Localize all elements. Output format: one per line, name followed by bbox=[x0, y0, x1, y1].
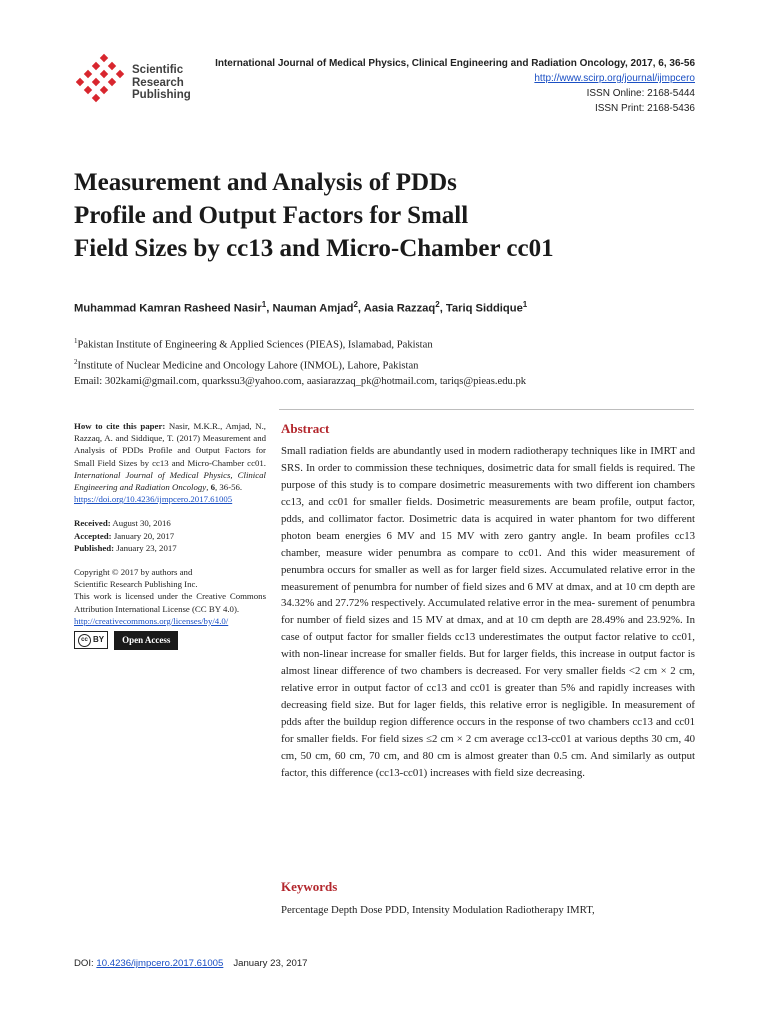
author-name: Aasia Razzaq bbox=[363, 302, 436, 315]
logo-diamond bbox=[92, 78, 100, 86]
logo-diamond bbox=[84, 86, 92, 94]
logo-diamond bbox=[92, 94, 100, 102]
abstract-text: Small radiation fields are abundantly used in modern radiotherapy techniques like in IMRT and SRS. In order to commission these techniques, dosimetric data for small fields is required. The purpose of this study is to compare dosimetric measurements with two different ion chambers cc13, and cc01 for smaller fields. Dosimetric measurements are beam profile, output factor, pdds, and collimator factor. Dosimetric data is acquired in water phantom for two different photon beam energies 6 MV and 15 MV with zero gantry angle. In beam profiles cc13 chamber, measure wider penumbra as compare to cc01. And this wider measurement of penumbra occurs for smaller as well as for larger field sizes. Accumulated relative error in the measurement of penumbra for number of field sizes and 6 MV at dmax, and at 10 cm depth are 34.32% and 27.72% respectively. Accumulated relative error in the mea- surement of penumbra for number of field sizes and 15 MV at dmax, and at 10 cm depth are 28.49% and 23.92%. In case of output factor for smaller fields cc13 underestimates the output factor relative to cc01, with non-linear increase for smaller fields. But for larger fields, this increase in output factor is almost linear difference of two chambers is decreased. For very smaller fields <2 cm × 2 cm, relative error in output factor of cc13 and cc01 is greater than 5% and rapidly increases with decreasing field size. But for lager fields, this relative error is negligible. In measurement of pdds after the buildup region difference occurs in the response of two chambers cc13 and cc01 for smaller fields. For field sizes ≤2 cm × 2 cm average cc13-cc01 at various depths 30 cm, 40 cm, 50 cm, 60 cm, 70 cm, and 80 cm is almost greater than 0.5 cm. And similarly as output factor, this difference (cc13-cc01) increases with field size decreasing. bbox=[281, 445, 695, 779]
cc-icon: cc bbox=[78, 634, 91, 647]
received-label: Received: bbox=[74, 518, 111, 529]
footer-date: January 23, 2017 bbox=[233, 958, 308, 969]
copyright-block bbox=[74, 566, 266, 627]
published-label: Published: bbox=[74, 542, 115, 553]
cite-separator: , bbox=[206, 482, 211, 493]
paper-title bbox=[74, 166, 694, 265]
issn-online: ISSN Online: 2168-5444 bbox=[586, 88, 695, 99]
logo-diamond bbox=[100, 54, 108, 62]
dates-block bbox=[74, 517, 266, 554]
cite-journal: International Journal of Medical Physics, Clinical Engineering and Radiation Oncology bbox=[74, 469, 266, 493]
journal-header bbox=[215, 56, 695, 116]
affil-text: Institute of Nuclear Medicine and Oncology Lahore (INMOL), Lahore, Pakistan bbox=[77, 360, 419, 372]
cite-pages: , 36-56. bbox=[215, 482, 243, 493]
journal-url-link[interactable]: http://www.scirp.org/journal/ijmpcero bbox=[534, 73, 695, 84]
publisher-name-line: Publishing bbox=[132, 89, 191, 101]
affil-mark: 1 bbox=[74, 337, 78, 345]
doi-label: DOI: bbox=[74, 958, 97, 969]
title-line: Measurement and Analysis of PDDs bbox=[74, 169, 457, 196]
cc-by-badge[interactable] bbox=[74, 631, 108, 649]
license-link[interactable]: http://creativecommons.org/licenses/by/4.0/ bbox=[74, 615, 229, 626]
published-date: January 23, 2017 bbox=[114, 542, 177, 553]
logo-diamond bbox=[92, 62, 100, 70]
affil-text: Pakistan Institute of Engineering & Applied Sciences (PIEAS), Islamabad, Pakistan bbox=[77, 339, 433, 351]
article-info-sidebar bbox=[74, 420, 266, 650]
author-affil-mark: 2 bbox=[435, 300, 440, 309]
accepted-label: Accepted: bbox=[74, 530, 112, 541]
author-list bbox=[74, 300, 714, 315]
author-name: Nauman Amjad bbox=[272, 302, 354, 315]
keywords-heading: Keywords bbox=[281, 879, 338, 894]
page-footer bbox=[74, 958, 308, 969]
author-separator: , bbox=[266, 302, 273, 315]
license-badges bbox=[74, 631, 266, 650]
publisher-name-line: Scientific bbox=[132, 64, 184, 76]
author-name: Muhammad Kamran Rasheed Nasir bbox=[74, 302, 262, 315]
logo-diamond bbox=[100, 86, 108, 94]
keywords-text: Percentage Depth Dose PDD, Intensity Modulation Radiotherapy IMRT, bbox=[281, 904, 595, 916]
logo-diamond bbox=[76, 78, 84, 86]
affiliation-item bbox=[74, 333, 714, 354]
accepted-date: January 20, 2017 bbox=[111, 530, 175, 541]
author-affil-mark: 2 bbox=[353, 300, 358, 309]
publisher-name bbox=[132, 64, 191, 102]
author-separator: , bbox=[439, 302, 446, 315]
affil-mark: 2 bbox=[74, 357, 78, 366]
logo-diamond bbox=[108, 62, 116, 70]
cite-label: How to cite this paper: bbox=[74, 421, 166, 431]
affiliations bbox=[74, 333, 714, 390]
doi-link[interactable]: 10.4236/ijmpcero.2017.61005 bbox=[96, 958, 224, 969]
open-access-badge[interactable]: Open Access bbox=[114, 631, 178, 650]
received-date: August 30, 2016 bbox=[110, 518, 171, 529]
title-line: Field Sizes by cc13 and Micro-Chamber cc01 bbox=[74, 235, 554, 262]
logo-diamond bbox=[108, 78, 116, 86]
title-line: Profile and Output Factors for Small bbox=[74, 202, 469, 229]
logo-diamond bbox=[116, 70, 124, 78]
email-line: Email: 302kami@gmail.com, quarkssu3@yahoo.com, aasiarazzaq_pk@hotmail.com, tariqs@pieas.edu.pk bbox=[74, 376, 527, 388]
cite-doi-link[interactable]: https://doi.org/10.4236/ijmpcero.2017.61005 bbox=[74, 494, 233, 505]
diamond-cluster-logo-icon bbox=[76, 52, 132, 108]
copyright-line: Scientific Research Publishing Inc. bbox=[74, 579, 198, 590]
issn-print: ISSN Print: 2168-5436 bbox=[594, 103, 695, 114]
publisher-logo bbox=[76, 52, 206, 108]
logo-diamond bbox=[100, 70, 108, 78]
affiliation-item bbox=[74, 354, 714, 375]
cite-volume: 6 bbox=[210, 482, 215, 493]
cc-badge-label: BY bbox=[93, 634, 105, 644]
abstract-heading: Abstract bbox=[281, 421, 330, 436]
cite-text: Nasir, M.K.R., Amjad, N., Razzaq, A. and Siddique, T. (2017) Measurement and Analysis of PDDs Profile and Output Factors for Small Field Sizes by cc13 and Micro-Chamber cc01. bbox=[74, 421, 266, 468]
journal-title: International Journal of Medical Physics, Clinical Engineering and Radiation Oncology, 2017, 6, 36-56 bbox=[215, 58, 695, 69]
license-text: This work is licensed under the Creative Commons Attribution International License (CC BY 4.0). bbox=[74, 591, 266, 614]
logo-diamond bbox=[84, 70, 92, 78]
section-divider bbox=[279, 409, 694, 410]
author-affil-mark: 1 bbox=[261, 300, 267, 309]
author-name: Tariq Siddique bbox=[445, 302, 523, 315]
publisher-name-line: Research bbox=[132, 76, 184, 89]
citation-block bbox=[74, 420, 266, 505]
author-affil-mark: 1 bbox=[522, 300, 528, 309]
author-separator: , bbox=[357, 302, 364, 315]
copyright-line: Copyright © 2017 by authors and bbox=[74, 567, 193, 578]
